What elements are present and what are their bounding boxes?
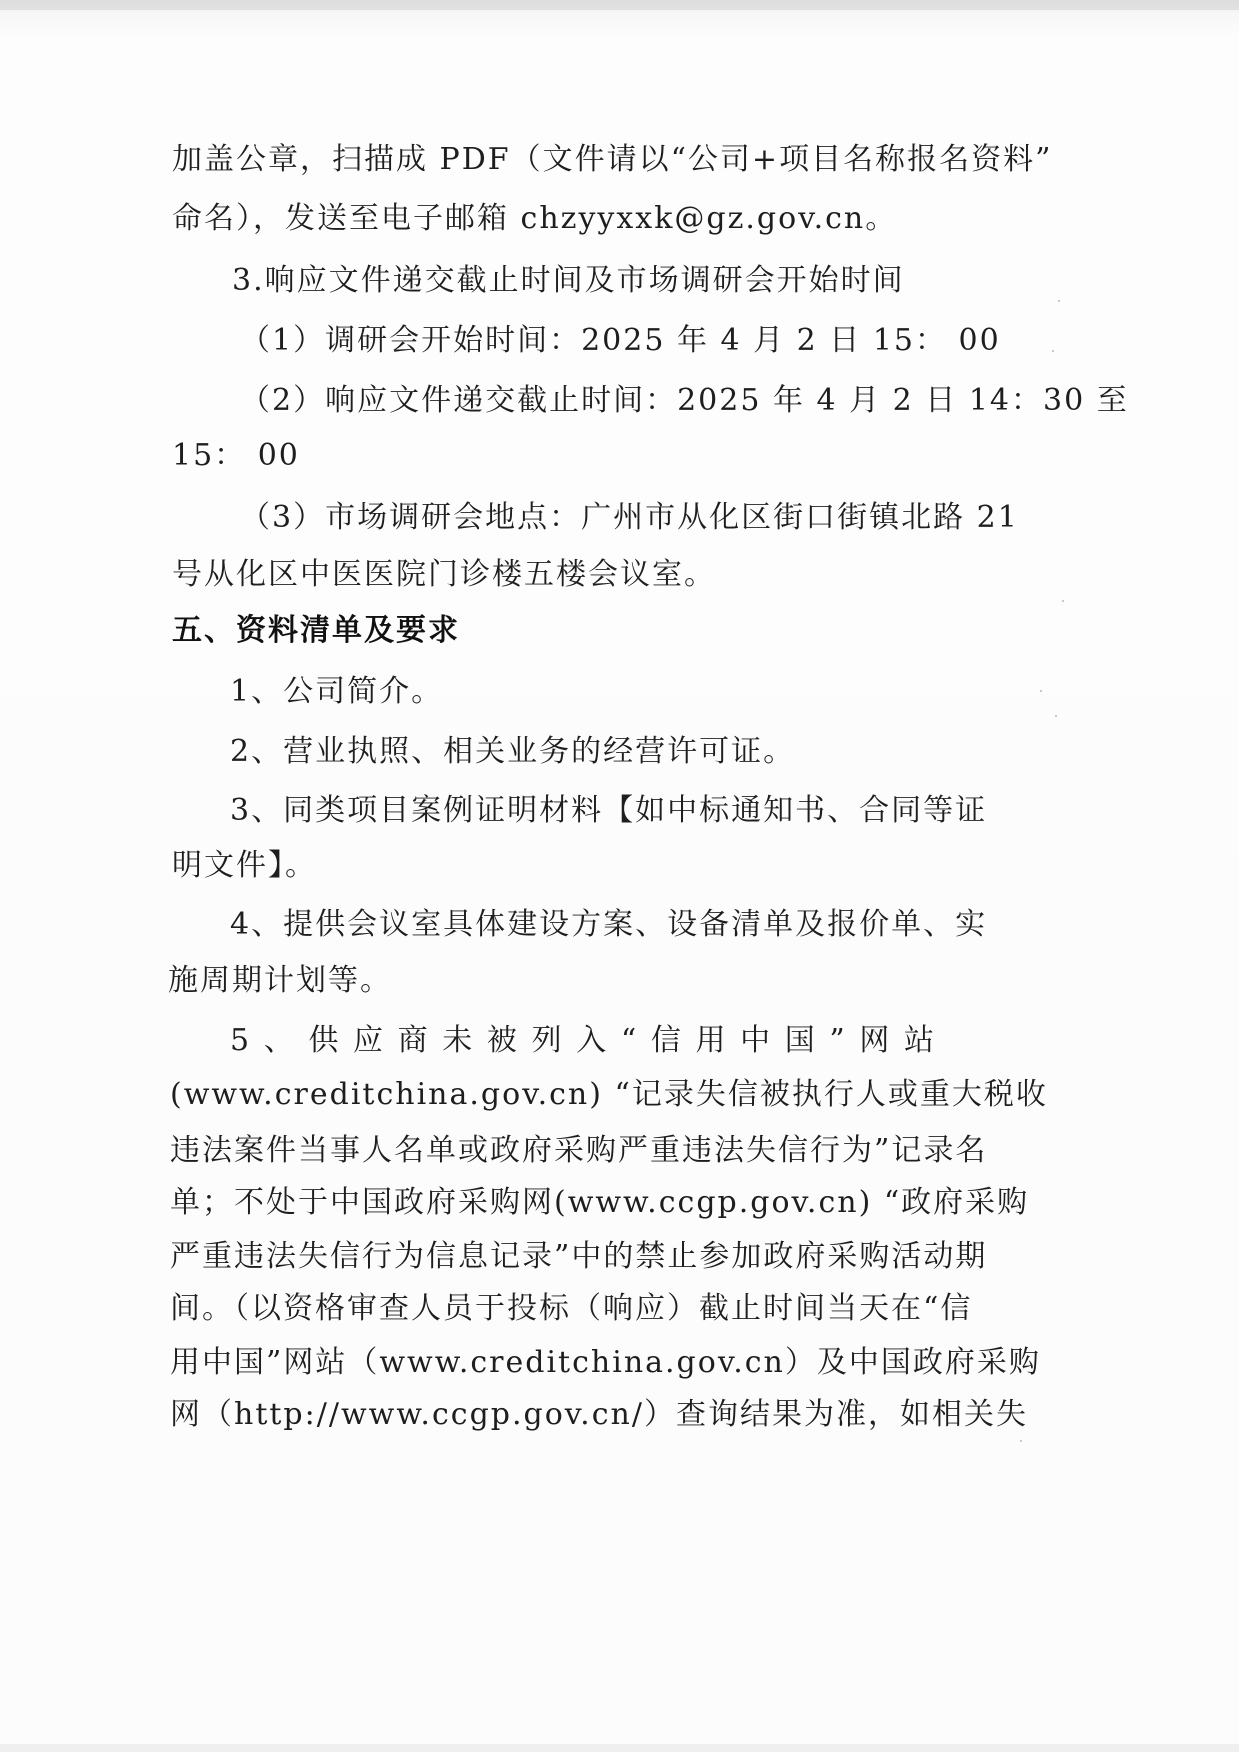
list-item-4: 4、提供会议室具体建设方案、设备清单及报价单、实 (230, 907, 988, 942)
list-item-4-cont: 施周期计划等。 (168, 963, 392, 998)
list-item-5-line-4: 单；不处于中国政府采购网(www.ccgp.gov.cn) “政府采购 (170, 1185, 1030, 1220)
item-3-venue-cont: 号从化区中医医院门诊楼五楼会议室。 (172, 557, 716, 592)
list-item-3: 3、同类项目案例证明材料【如中标通知书、合同等证 (230, 793, 988, 828)
scan-speck (1040, 690, 1042, 692)
scan-speck (1020, 1440, 1022, 1442)
scan-bottom-edge (0, 1744, 1239, 1752)
list-item-5-line-3: 违法案件当事人名单或政府采购严重违法失信行为”记录名 (170, 1133, 988, 1168)
list-item-5-line-6: 间。（以资格审查人员于投标（响应）截止时间当天在“信 (170, 1291, 973, 1326)
section-3-title: 3.响应文件递交截止时间及市场调研会开始时间 (232, 263, 905, 298)
list-item-5: 5、供应商未被列入“信用中国”网站 (230, 1023, 936, 1058)
list-item-3-cont: 明文件】。 (172, 848, 317, 883)
scan-speck (1058, 300, 1060, 302)
list-item-5-line-5: 严重违法失信行为信息记录”中的禁止参加政府采购活动期 (170, 1239, 988, 1274)
item-3-venue: （3）市场调研会地点：广州市从化区街口街镇北路 21 (240, 500, 1019, 535)
body-line-1: 加盖公章，扫描成 PDF（文件请以“公司+项目名称报名资料” (172, 142, 1053, 177)
list-item-5-line-2: (www.creditchina.gov.cn) “记录失信被执行人或重大税收 (170, 1077, 1048, 1112)
item-2-deadline: （2）响应文件递交截止时间：2025 年 4 月 2 日 14：30 至 (240, 383, 1129, 418)
item-1-meeting-time: （1）调研会开始时间：2025 年 4 月 2 日 15： 00 (240, 323, 1001, 358)
scan-speck (1055, 715, 1057, 717)
list-item-5-line-7: 用中国”网站（www.creditchina.gov.cn）及中国政府采购 (170, 1345, 1041, 1380)
scan-speck (1062, 600, 1064, 602)
scan-speck (1052, 350, 1054, 352)
scan-top-edge (0, 0, 1239, 10)
list-item-2: 2、营业执照、相关业务的经营许可证。 (230, 734, 796, 769)
section-five-heading: 五、资料清单及要求 (172, 613, 460, 648)
list-item-5-line-8: 网（http://www.ccgp.gov.cn/）查询结果为准，如相关失 (170, 1397, 1028, 1432)
body-line-2: 命名），发送至电子邮箱 chzyyxxk@gz.gov.cn。 (172, 201, 898, 236)
item-2-deadline-cont: 15： 00 (172, 438, 300, 473)
list-item-1: 1、公司简介。 (230, 674, 444, 709)
